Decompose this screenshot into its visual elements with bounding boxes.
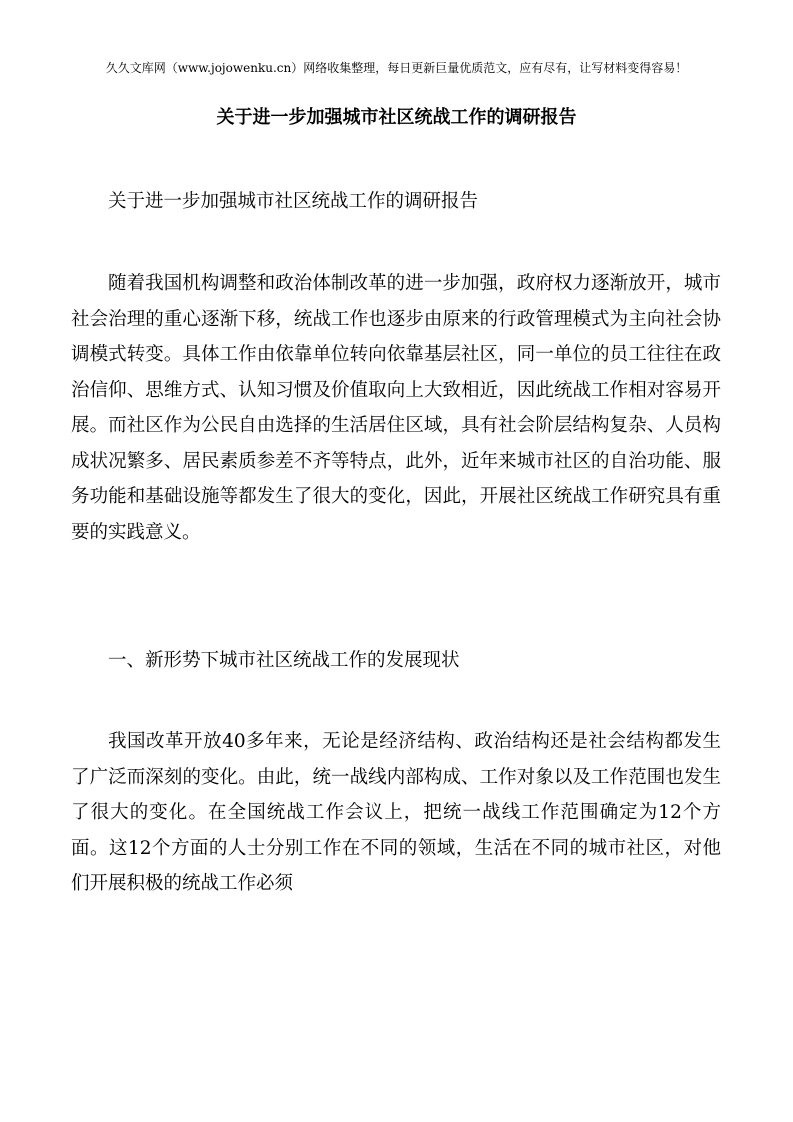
paragraph: 我国改革开放40多年来，无论是经济结构、政治结构还是社会结构都发生了广泛而深刻的变化。由此，统一战线内部构成、工作对象以及工作范围也发生了很大的变化。在全国统战工作会议上，把统一战线工作范围确定为12个方面。这12个方面的人士分别工作在不同的领域，生活在不同的城市社区，对他们开展积极的统战工作必须 xyxy=(71,731,721,894)
paragraph: 随着我国机构调整和政治体制改革的进一步加强，政府权力逐渐放开，城市社会治理的重心逐渐下移，统战工作也逐步由原来的行政管理模式为主向社会协调模式转变。具体工作由依靠单位转向依靠基层社区，同一单位的员工往往在政治信仰、思维方式、认知习惯及价值取向上大致相近，因此统战工作相对容易开展。而社区作为公民自由选择的生活居住区域，具有社会阶层结构复杂、人员构成状况繁多、居民素质参差不齐等特点，此外，近年来城市社区的自治功能、服务功能和基础设施等都发生了很大的变化，因此，开展社区统战工作研究具有重要的实践意义。 xyxy=(71,273,721,543)
header-note: 久久文库网（www.jojowenku.cn）网络收集整理，每日更新巨量优质范文，应有尽有，让写材料变得容易！ xyxy=(105,61,688,75)
section-heading: 一、新形势下城市社区统战工作的发展现状 xyxy=(108,650,460,671)
document-subtitle: 关于进一步加强城市社区统战工作的调研报告 xyxy=(108,191,479,212)
document-title: 关于进一步加强城市社区统战工作的调研报告 xyxy=(216,107,577,128)
